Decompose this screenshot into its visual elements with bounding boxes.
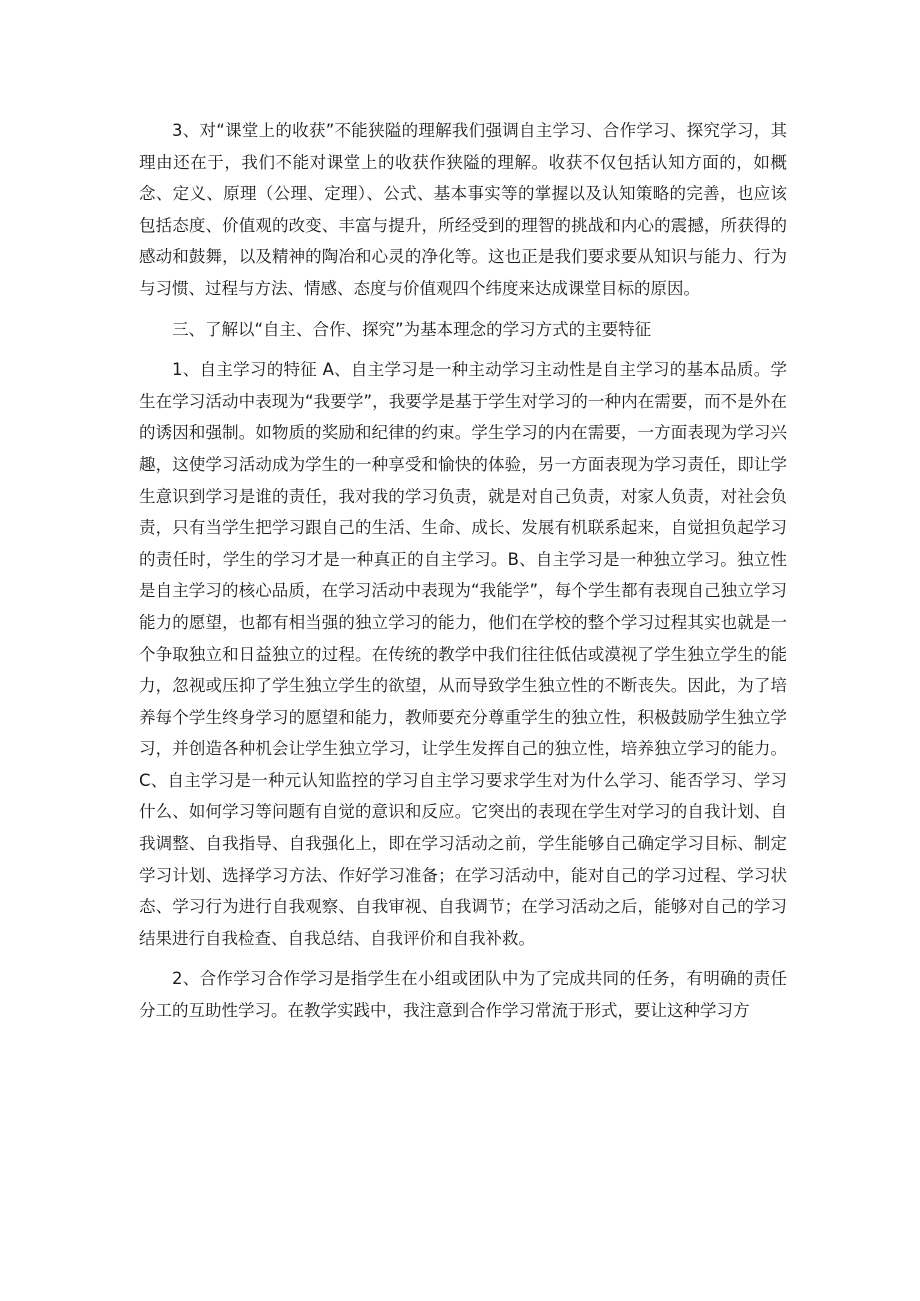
paragraph-cooperative-learning: 2、合作学习合作学习是指学生在小组或团队中为了完成共同的任务，有明确的责任分工的互助性学习。在教学实践中，我注意到合作学习常流于形式，要让这种学习方 <box>139 969 787 1021</box>
paragraph-classroom-gains: 3、对“课堂上的收获”不能狭隘的理解我们强调自主学习、合作学习、探究学习，其理由还在于，我们不能对课堂上的收获作狭隘的理解。收获不仅包括认知方面的，如概念、定义、原理（公理、定理）、公式、基本事实等的掌握以及认知策略的完善，也应该包括态度、价值观的改变、丰富与提升，所经受到的理智的挑战和内心的震撼，所获得的感动和鼓舞，以及精神的陶冶和心灵的净化等。这也正是我们要求要从知识与能力、行为与习惯、过程与方法、情感、态度与价值观四个纬度来达成课堂目标的原因。 <box>139 121 787 298</box>
paragraph-autonomous-learning: 1、自主学习的特征 A、自主学习是一种主动学习主动性是自主学习的基本品质。学生在学习活动中表现为“我要学”，我要学是基于学生对学习的一种内在需要，而不是外在的诱因和强制。如物质的奖励和纪律的约束。学生学习的内在需要，一方面表现为学习兴趣，这使学习活动成为学生的一种享受和愉快的体验，另一方面表现为学习责任，即让学生意识到学习是谁的责任，我对我的学习负责，就是对自己负责，对家人负责，对社会负责，只有当学生把学习跟自己的生活、生命、成长、发展有机联系起来，自觉担负起学习的责任时，学生的学习才是一种真正的自主学习。B、自主学习是一种独立学习。独立性是自主学习的核心品质，在学习活动中表现为“我能学”，每个学生都有表现自己独立学习能力的愿望，也都有相当强的独立学习的能力，他们在学校的整个学习过程其实也就是一个争取独立和日益独立的过程。在传统的教学中我们往往低估或漠视了学生独立学生的能力，忽视或压抑了学生独立学生的欲望，从而导致学生独立性的不断丧失。因此，为了培养每个学生终身学习的愿望和能力，教师要充分尊重学生的独立性，积极鼓励学生独立学习，并创造各种机会让学生独立学习，让学生发挥自己的独立性，培养独立学习的能力。C、自主学习是一种元认知监控的学习自主学习要求学生对为什么学习、能否学习、学习什么、如何学习等问题有自觉的意识和反应。它突出的表现在学生对学习的自我计划、自我调整、自我指导、自我强化上，即在学习活动之前，学生能够自己确定学习目标、制定学习计划、选择学习方法、作好学习准备；在学习活动中，能对自己的学习过程、学习状态、学习行为进行自我观察、自我审视、自我调节；在学习活动之后，能够对自己的学习结果进行自我检查、自我总结、自我评价和自我补救。 <box>139 360 787 948</box>
document-body <box>139 115 787 1036</box>
section-heading-learning-features: 三、了解以“自主、合作、探究”为基本理念的学习方式的主要特征 <box>172 319 652 339</box>
